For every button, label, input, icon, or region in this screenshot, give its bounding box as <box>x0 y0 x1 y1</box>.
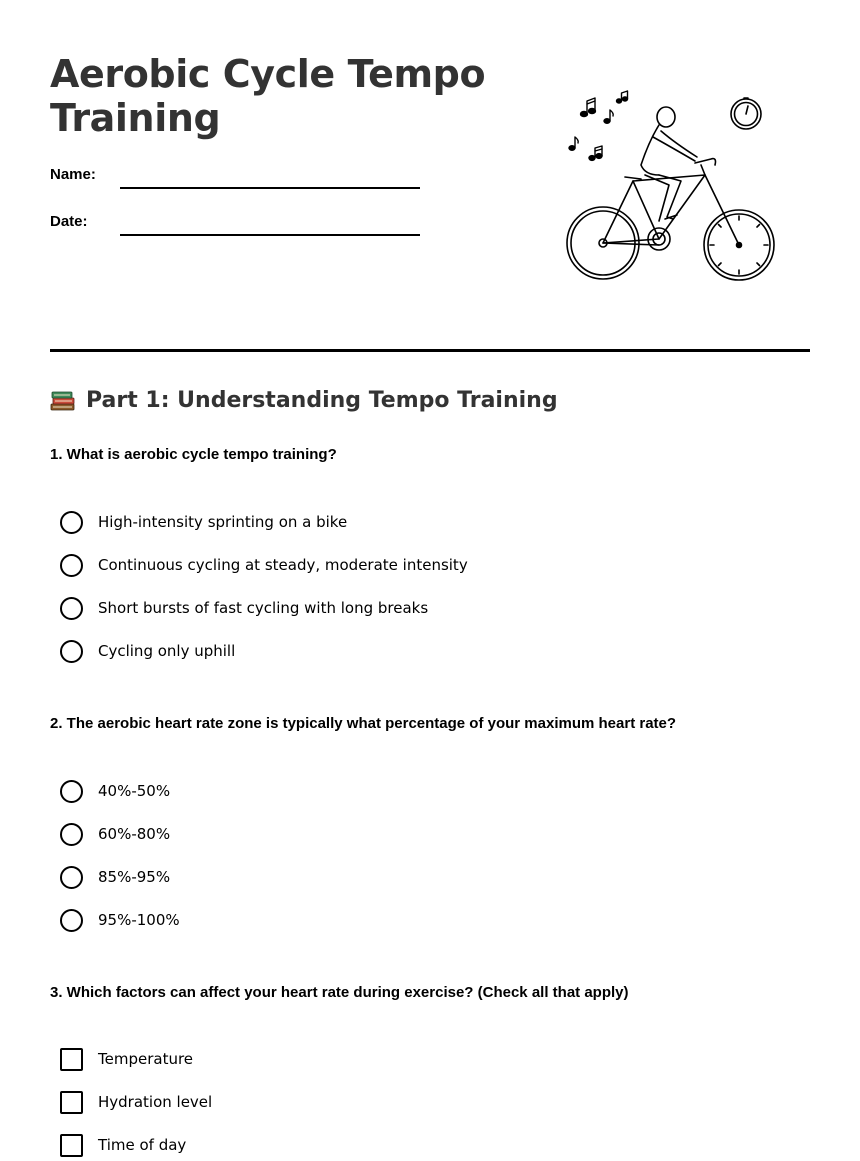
radio-button[interactable] <box>60 780 83 803</box>
q2-option-3[interactable] <box>60 864 170 890</box>
q2-option-4[interactable] <box>60 907 180 933</box>
q1-option-4[interactable] <box>60 638 235 664</box>
date-label: Date: <box>50 213 88 230</box>
worksheet-title: Aerobic Cycle Tempo Training <box>50 52 486 140</box>
books-icon <box>50 389 76 413</box>
option-label: Hydration level <box>98 1093 213 1111</box>
part1-heading <box>50 388 558 413</box>
question-3: 3. Which factors can affect your heart rate during exercise? (Check all that apply) <box>50 984 629 1001</box>
question-2: 2. The aerobic heart rate zone is typically what percentage of your maximum heart rate? <box>50 715 677 732</box>
radio-button[interactable] <box>60 823 83 846</box>
radio-button[interactable] <box>60 511 83 534</box>
date-field[interactable] <box>120 234 420 236</box>
option-label: Short bursts of fast cycling with long breaks <box>98 599 429 617</box>
music-notes-icon <box>569 91 628 160</box>
radio-button[interactable] <box>60 640 83 663</box>
q1-option-2[interactable] <box>60 552 468 578</box>
radio-button[interactable] <box>60 554 83 577</box>
q2-option-2[interactable] <box>60 821 170 847</box>
bike-frame-icon <box>603 159 739 250</box>
option-label: Cycling only uphill <box>98 642 236 660</box>
cyclist-illustration-icon <box>555 85 785 290</box>
option-label: 60%-80% <box>98 825 171 843</box>
checkbox[interactable] <box>60 1048 83 1071</box>
stopwatch-icon <box>731 98 761 129</box>
radio-button[interactable] <box>60 597 83 620</box>
option-label: 85%-95% <box>98 868 171 886</box>
option-label: High-intensity sprinting on a bike <box>98 513 348 531</box>
option-label: Temperature <box>98 1050 194 1068</box>
q3-option-3[interactable] <box>60 1132 186 1158</box>
rider-icon <box>641 107 697 221</box>
option-label: 40%-50% <box>98 782 171 800</box>
part1-heading-text: Part 1: Understanding Tempo Training <box>86 388 558 413</box>
question-1: 1. What is aerobic cycle tempo training? <box>50 446 337 463</box>
q1-option-3[interactable] <box>60 595 428 621</box>
q1-option-1[interactable] <box>60 509 347 535</box>
option-label: Time of day <box>98 1136 187 1154</box>
q3-option-1[interactable] <box>60 1046 193 1072</box>
radio-button[interactable] <box>60 866 83 889</box>
q3-option-2[interactable] <box>60 1089 212 1115</box>
checkbox[interactable] <box>60 1134 83 1157</box>
name-field[interactable] <box>120 187 420 189</box>
name-label: Name: <box>50 166 96 183</box>
checkbox[interactable] <box>60 1091 83 1114</box>
option-label: Continuous cycling at steady, moderate intensity <box>98 556 468 574</box>
radio-button[interactable] <box>60 909 83 932</box>
section-divider <box>50 349 810 352</box>
q2-option-1[interactable] <box>60 778 170 804</box>
option-label: 95%-100% <box>98 911 180 929</box>
